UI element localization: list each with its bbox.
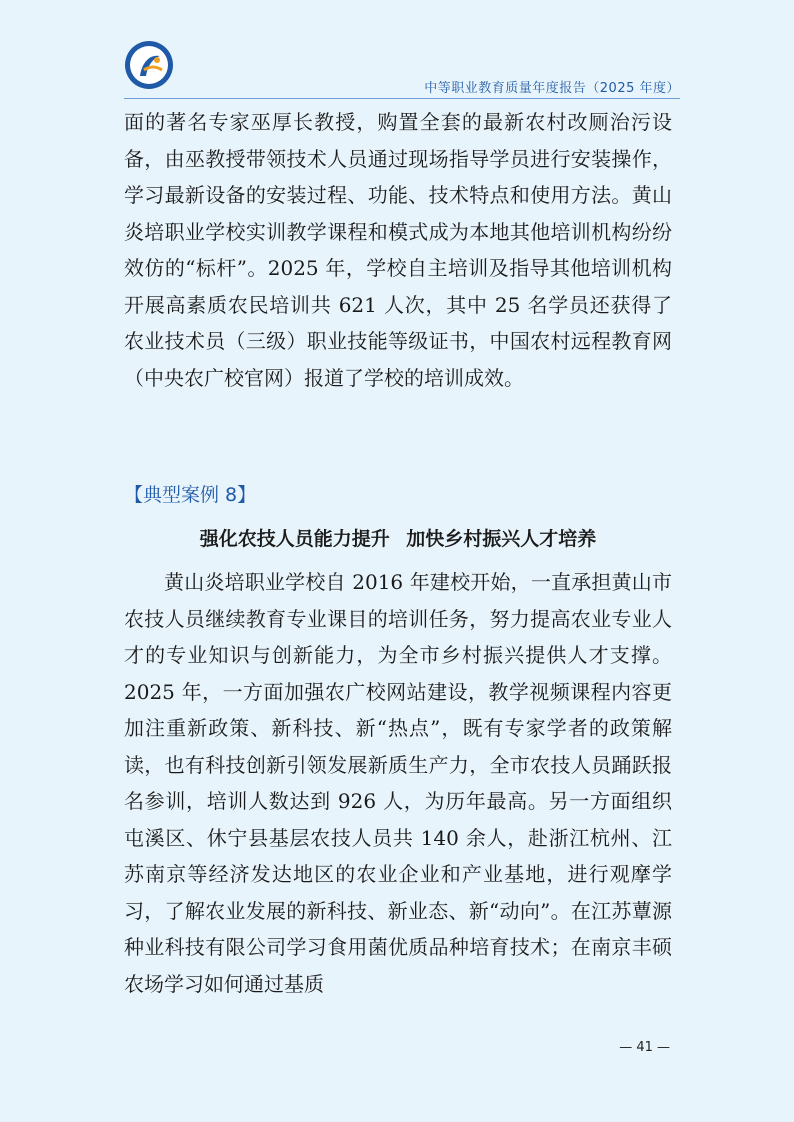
- case-title: 强化农技人员能力提升 加快乡村振兴人才培养: [199, 528, 597, 550]
- body-paragraph: 黄山炎培职业学校自 2016 年建校开始，一直承担黄山市农技人员继续教育专业课目的培训任务，努力提高农业专业人才的专业知识与创新能力，为全市乡村振兴提供人才支撑。2025 年，一方面加强农广校网站建设，教学视频课程内容更加注重新政策、新科技、新“热点”，既有专家学者的政策解读，也有科技创新引领发展新质生产力，全市农技人员踊跃报名参训，培训人数达到 926 人，为历年最高。另一方面组织屯溪区、休宁县基层农技人员共 140 余人，赴浙江杭州、江苏南京等经济发达地区的农业企业和产业基地，进行观摩学习，了解农业发展的新科技、新业态、新“动向”。在江苏蕈源种业科技有限公司学习食用菌优质品种培育技术；在南京丰硕农场学习如何通过基质: [124, 570, 672, 996]
- school-logo-icon: [124, 40, 174, 90]
- body-paragraph: 面的著名专家巫厚长教授，购置全套的最新农村改厕治污设备，由巫教授带领技术人员通过现场指导学员进行安装操作，学习最新设备的安装过程、功能、技术特点和使用方法。黄山炎培职业学校实训教学课程和模式成为本地其他培训机构纷纷效仿的“标杆”。2025 年，学校自主培训及指导其他培训机构开展高素质农民培训共 621 人次，其中 25 名学员还获得了农业技术员（三级）职业技能等级证书，中国农村远程教育网（中央农广校官网）报道了学校的培训成效。: [124, 110, 672, 390]
- header-divider: [124, 98, 680, 99]
- report-header-title: 中等职业教育质量年度报告（2025 年度）: [424, 81, 680, 96]
- page-number: — 41 —: [619, 1040, 670, 1055]
- case-label: 【典型案例 8】: [124, 484, 257, 506]
